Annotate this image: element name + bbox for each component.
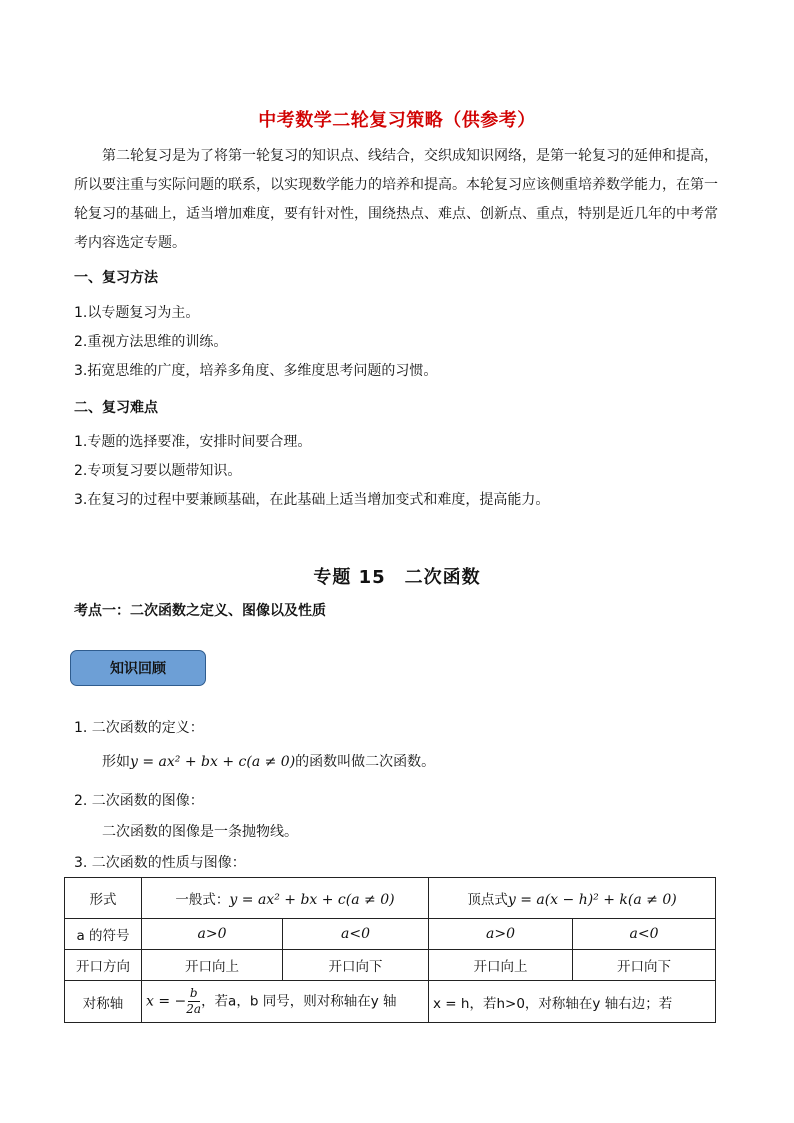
vertex-form-cell xyxy=(429,878,716,919)
document-title: 中考数学二轮复习策略（供参考） xyxy=(258,110,536,131)
intro-paragraph xyxy=(74,142,722,258)
method-item: 1.以专题复习为主。 xyxy=(74,305,200,321)
point-1-heading: 1. 二次函数的定义： xyxy=(74,720,204,736)
section-heading-methods: 一、复习方法 xyxy=(74,270,158,286)
point-2-heading: 2. 二次函数的图像： xyxy=(74,793,204,809)
section-heading-difficulties: 二、复习难点 xyxy=(74,400,158,416)
table-row xyxy=(65,919,716,950)
knowledge-review-label: 知识回顾 xyxy=(110,661,166,677)
axis-vertex-text: x = h，若h>0，对称轴在y 轴右边；若 xyxy=(433,995,673,1012)
point-1-suffix: 的函数叫做二次函数。 xyxy=(295,754,436,770)
axis-general-cell xyxy=(142,981,429,1023)
intro-line: 考内容选定专题。 xyxy=(74,235,186,251)
opening-cell: 开口向上 xyxy=(142,950,283,981)
intro-line: 所以要注重与实际问题的联系，以实现数学能力的培养和提高。本轮复习应该侧重培养数学能力，在第一 xyxy=(74,177,718,193)
vertex-form-prefix: 顶点式 xyxy=(467,892,508,908)
intro-line: 轮复习的基础上，适当增加难度，要有针对性，围绕热点、难点、创新点、重点，特别是近几年的中考常 xyxy=(74,206,718,222)
point-3-heading: 3. 二次函数的性质与图像： xyxy=(74,855,246,871)
point-1-definition xyxy=(102,751,435,771)
fraction-numerator: b xyxy=(189,986,198,1000)
difficulty-item: 1.专题的选择要准，安排时间要合理。 xyxy=(74,434,312,450)
topic-title: 专题 15 二次函数 xyxy=(313,567,481,588)
axis-vertex-cell xyxy=(429,981,716,1023)
general-form-formula: y = ax² + bx + c(a ≠ 0) xyxy=(229,892,395,908)
kaodian-heading: 考点一：二次函数之定义、图像以及性质 xyxy=(74,603,326,619)
sign-cell: a>0 xyxy=(429,919,573,950)
difficulty-item: 3.在复习的过程中要兼顾基础，在此基础上适当增加变式和难度，提高能力。 xyxy=(74,492,550,508)
table-row xyxy=(65,878,716,919)
quadratic-formula: y = ax² + bx + c(a ≠ 0) xyxy=(130,754,296,770)
point-1-prefix: 形如 xyxy=(102,754,130,770)
sign-cell: a<0 xyxy=(573,919,716,950)
properties-table xyxy=(64,877,716,1023)
general-form-cell xyxy=(142,878,429,919)
opening-cell: 开口向下 xyxy=(573,950,716,981)
fraction-denominator: 2a xyxy=(186,1002,202,1016)
opening-cell: 开口向上 xyxy=(429,950,573,981)
general-form-prefix: 一般式： xyxy=(175,892,230,908)
sign-cell: a>0 xyxy=(142,919,283,950)
difficulty-item: 2.专项复习要以题带知识。 xyxy=(74,463,242,479)
row-label-axis: 对称轴 xyxy=(65,981,142,1023)
intro-line: 第二轮复习是为了将第一轮复习的知识点、线结合，交织成知识网络，是第一轮复习的延伸和提高， xyxy=(102,148,718,164)
knowledge-review-button[interactable] xyxy=(70,650,206,686)
sign-cell: a<0 xyxy=(283,919,429,950)
table-row xyxy=(65,950,716,981)
method-item: 2.重视方法思维的训练。 xyxy=(74,334,228,350)
vertex-form-formula: y = a(x − h)² + k(a ≠ 0) xyxy=(507,892,677,908)
axis-general-lhs: x = − xyxy=(146,993,187,1010)
axis-general-text: ，若a，b 同号，则对称轴在y 轴 xyxy=(201,993,397,1010)
row-label-opening: 开口方向 xyxy=(65,950,142,981)
row-label-form: 形式 xyxy=(65,878,142,919)
opening-cell: 开口向下 xyxy=(283,950,429,981)
axis-fraction xyxy=(186,986,201,1017)
table-row xyxy=(65,981,716,1023)
method-item: 3.拓宽思维的广度，培养多角度、多维度思考问题的习惯。 xyxy=(74,363,438,379)
row-label-sign: a 的符号 xyxy=(65,919,142,950)
point-2-text: 二次函数的图像是一条抛物线。 xyxy=(102,824,298,840)
